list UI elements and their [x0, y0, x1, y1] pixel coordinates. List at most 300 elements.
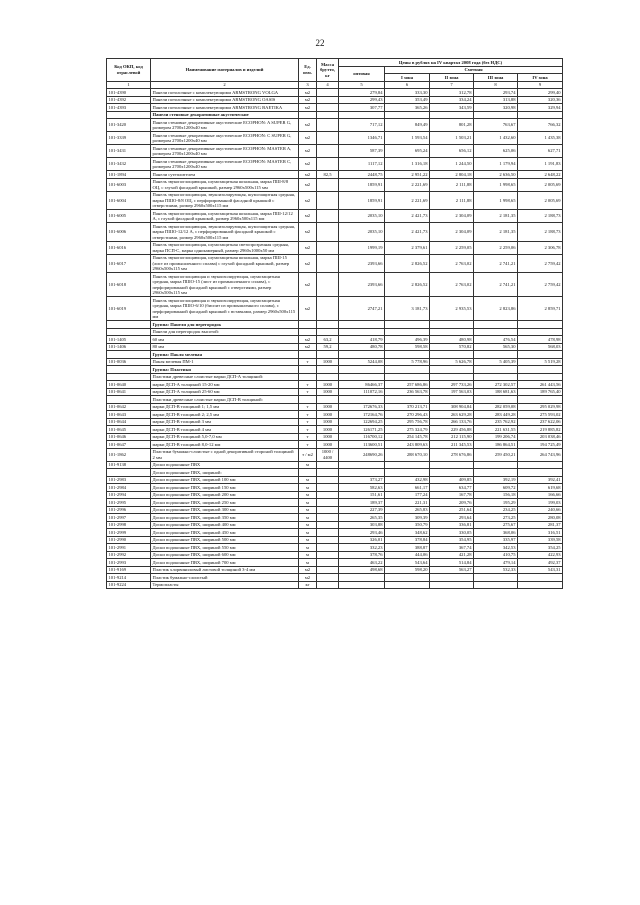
cell-unit	[299, 111, 317, 119]
cell-unit: т	[299, 388, 317, 396]
cell-name: Панели для перегородок высотой:	[151, 328, 299, 336]
cell-zone-4: 280,08	[518, 514, 563, 522]
column-number: 9	[518, 81, 563, 89]
cell-zone-4: 264 743,96	[518, 448, 563, 461]
cell-zone-3	[474, 111, 518, 119]
cell-wholesale: 2448,75	[339, 171, 385, 179]
table-row	[107, 381, 563, 389]
cell-mass: 1000	[317, 426, 339, 434]
cell-unit: т / м2	[299, 448, 317, 461]
cell-zone-1	[385, 469, 430, 477]
cell-unit	[299, 469, 317, 477]
cell-zone-2: 2 763,02	[430, 254, 474, 273]
cell-mass: 82,5	[317, 171, 339, 179]
cell-mass	[317, 491, 339, 499]
cell-zone-1: 270 296,43	[385, 411, 430, 419]
cell-zone-4: 275 593,02	[518, 411, 563, 419]
cell-name: Панель звукопоглощающая, шумозащитная шпальная, марка ПШ-12/12 А, с глухой фасадной крышкой, размер 2960х500х115 мм	[151, 210, 299, 223]
cell-unit: м	[299, 521, 317, 529]
cell-unit: м	[299, 476, 317, 484]
cell-name: Пластик хлорвиниловый листовой толщиной 3-4 мм	[151, 566, 299, 574]
cell-zone-4: 766,32	[518, 119, 563, 132]
cell-mass	[317, 544, 339, 552]
cell-zone-4: 295 029,98	[518, 403, 563, 411]
cell-mass	[317, 254, 339, 273]
cell-mass	[317, 321, 339, 329]
cell-mass	[317, 476, 339, 484]
cell-unit	[299, 351, 317, 359]
cell-zone-1: 2 379,61	[385, 241, 430, 254]
cell-code: 101-2999	[107, 529, 151, 537]
cell-mass	[317, 89, 339, 97]
cell-zone-1: 432,98	[385, 476, 430, 484]
cell-name: Доски подоконные ПВХ, шириной 400 мм	[151, 521, 299, 529]
cell-zone-4: 543,31	[518, 566, 563, 574]
cell-code: 101-0647	[107, 441, 151, 449]
cell-unit: м2	[299, 574, 317, 582]
cell-zone-2: 211 345,53	[430, 441, 474, 449]
table-row	[107, 358, 563, 366]
cell-zone-2: 343,59	[430, 104, 474, 112]
cell-zone-4	[518, 469, 563, 477]
cell-code: 101-2984	[107, 484, 151, 492]
cell-zone-4: 339,58	[518, 536, 563, 544]
cell-code: 101-6005	[107, 210, 151, 223]
cell-zone-1	[385, 351, 430, 359]
cell-unit: м2	[299, 104, 317, 112]
cell-zone-4: 2 005,69	[518, 178, 563, 191]
cell-mass	[317, 506, 339, 514]
table-row	[107, 441, 563, 449]
cell-zone-1: 365,26	[385, 104, 430, 112]
cell-code: 101-0642	[107, 403, 151, 411]
cell-code: 101-3432	[107, 158, 151, 171]
cell-zone-2	[430, 396, 474, 404]
cell-wholesale: 189,37	[339, 499, 385, 507]
cell-mass	[317, 178, 339, 191]
cell-name: Доски подоконные ПВХ, шириной 450 мм	[151, 529, 299, 537]
cell-mass	[317, 366, 339, 374]
cell-zone-1: 2 826,52	[385, 254, 430, 273]
cell-name: Доски подоконные ПВХ, шириной 350 мм	[151, 514, 299, 522]
cell-zone-1: 849,49	[385, 119, 430, 132]
cell-name: марки ДСП-А толщиной 15-20 мм	[151, 381, 299, 389]
cell-name: Пластики бумажно-слоистые с одной декоративной стороной толщиной 2 мм	[151, 448, 299, 461]
cell-zone-2	[430, 581, 474, 589]
cell-unit: м	[299, 499, 317, 507]
table-row	[107, 536, 563, 544]
cell-code: 101-2995	[107, 499, 151, 507]
cell-code: 101-2993	[107, 559, 151, 567]
cell-zone-1: 221,31	[385, 499, 430, 507]
cell-zone-4: 2 859,71	[518, 297, 563, 321]
cell-zone-3: 342,53	[474, 544, 518, 552]
cell-name: 60 мм	[151, 336, 299, 344]
cell-zone-1: 254 145,78	[385, 433, 430, 441]
cell-name: Пластики древесные слоистые марки ДСП-В толщиной:	[151, 396, 299, 404]
cell-zone-1: 1 593,54	[385, 132, 430, 145]
table-row	[107, 96, 563, 104]
cell-zone-4: 299,40	[518, 89, 563, 97]
cell-zone-2: 266 133,76	[430, 418, 474, 426]
table-row	[107, 241, 563, 254]
cell-unit: т	[299, 441, 317, 449]
cell-wholesale	[339, 373, 385, 381]
cell-unit: м2	[299, 158, 317, 171]
table-row	[107, 411, 563, 419]
cell-zone-4: 2 188,73	[518, 210, 563, 223]
cell-name: Панель звукопоглощающая и звукоизолирующая, шумозащитная средняя, марка ПШО-15 (лист из промышленного сплава), с перфорированной фасадной крышкой с отверстиями, размер 2960х500х115 мм	[151, 273, 299, 297]
cell-wholesale	[339, 111, 385, 119]
cell-zone-2: 5 626,78	[430, 358, 474, 366]
table-row	[107, 448, 563, 461]
cell-mass: 1000 / 4400	[317, 448, 339, 461]
cell-code	[107, 328, 151, 336]
cell-mass: 1000	[317, 358, 339, 366]
cell-mass: 1000	[317, 411, 339, 419]
cell-zone-4: 194 725,49	[518, 441, 563, 449]
cell-zone-3: 335,97	[474, 536, 518, 544]
cell-zone-3: 320,98	[474, 104, 518, 112]
cell-name: Панель звукопоглощающая и звукоизолирующая, шумозащитная средняя, марка ПШО-6/10 (биспит из промышленного сплава), с перфорированной фасадной крышкой с вставками, размер 2960х500х115 мм	[151, 297, 299, 321]
cell-mass	[317, 111, 339, 119]
cell-zone-3: 186 864,51	[474, 441, 518, 449]
cell-unit: м	[299, 484, 317, 492]
table-row	[107, 581, 563, 589]
cell-zone-3: 5 405,39	[474, 358, 518, 366]
cell-zone-1	[385, 373, 430, 381]
cell-zone-4: 219 885,82	[518, 426, 563, 434]
cell-wholesale: 587,39	[339, 145, 385, 158]
cell-zone-2	[430, 366, 474, 374]
cell-zone-1: 265,83	[385, 506, 430, 514]
column-number: 6	[385, 81, 430, 89]
cell-zone-1: 2 951,22	[385, 171, 430, 179]
table-row	[107, 506, 563, 514]
cell-zone-4: 203 038,46	[518, 433, 563, 441]
cell-zone-3: 2 636,50	[474, 171, 518, 179]
cell-name: Доски подоконные ПВХ, шириной:	[151, 469, 299, 477]
table-row	[107, 491, 563, 499]
cell-zone-2: 278 676,86	[430, 448, 474, 461]
column-number-row	[107, 81, 563, 89]
cell-zone-2: 1 244,50	[430, 158, 474, 171]
cell-name: Доски подоконные ПВХ, шириной 150 мм	[151, 484, 299, 492]
cell-unit: м2	[299, 297, 317, 321]
cell-zone-4: 492,37	[518, 559, 563, 567]
cell-zone-1	[385, 396, 430, 404]
cell-zone-4: 316,51	[518, 529, 563, 537]
cell-unit: т	[299, 411, 317, 419]
cell-zone-4: 237 622,06	[518, 418, 563, 426]
column-number: 1	[107, 81, 151, 89]
cell-wholesale	[339, 581, 385, 589]
cell-unit	[299, 366, 317, 374]
cell-zone-1: 3 181,73	[385, 297, 430, 321]
cell-unit: т	[299, 418, 317, 426]
cell-mass	[317, 191, 339, 210]
cell-zone-4	[518, 351, 563, 359]
cell-zone-3: 2 823,86	[474, 297, 518, 321]
cell-code: 101-4392	[107, 96, 151, 104]
cell-name: марки ДСП-В толщиной 8,0-12 мм	[151, 441, 299, 449]
cell-code: 101-9214	[107, 574, 151, 582]
cell-unit: м	[299, 514, 317, 522]
cell-zone-2: 656,12	[430, 145, 474, 158]
cell-wholesale: 248690,26	[339, 448, 385, 461]
table-row	[107, 223, 563, 242]
cell-zone-3: 2 741,21	[474, 254, 518, 273]
cell-code: 101-9224	[107, 581, 151, 589]
cell-unit: м2	[299, 566, 317, 574]
cell-mass	[317, 96, 339, 104]
cell-wholesale	[339, 366, 385, 374]
cell-zone-4: 478,98	[518, 336, 563, 344]
cell-mass	[317, 328, 339, 336]
cell-zone-1: 598,58	[385, 343, 430, 351]
cell-mass	[317, 373, 339, 381]
cell-zone-2	[430, 328, 474, 336]
cell-zone-3	[474, 461, 518, 469]
cell-code	[107, 111, 151, 119]
cell-code: 101-4390	[107, 89, 151, 97]
cell-zone-2: 2 304,09	[430, 223, 474, 242]
cell-zone-1: 543,64	[385, 559, 430, 567]
cell-zone-2: 367,74	[430, 544, 474, 552]
cell-zone-1: 2 421,73	[385, 223, 430, 242]
cell-zone-1	[385, 574, 430, 582]
cell-zone-4	[518, 111, 563, 119]
cell-mass	[317, 551, 339, 559]
cell-wholesale: 463,22	[339, 559, 385, 567]
cell-mass	[317, 536, 339, 544]
table-row	[107, 89, 563, 97]
cell-wholesale: 307,77	[339, 104, 385, 112]
cell-mass	[317, 145, 339, 158]
cell-mass	[317, 499, 339, 507]
cell-unit: м2	[299, 89, 317, 97]
cell-name: марки ДСП-В толщиной 5,0-7,0 мм	[151, 433, 299, 441]
table-row	[107, 210, 563, 223]
table-row	[107, 418, 563, 426]
cell-zone-1: 370 213,71	[385, 403, 430, 411]
cell-zone-2	[430, 321, 474, 329]
header-name: Наименование материалов и изделий	[151, 59, 299, 82]
cell-name: Доски подоконные ПВХ, шириной 300 мм	[151, 506, 299, 514]
cell-zone-3: 368,06	[474, 529, 518, 537]
cell-zone-4: 5 519,28	[518, 358, 563, 366]
cell-code	[107, 469, 151, 477]
header-wholesale: оптовая	[339, 66, 385, 81]
cell-code: 101-6004	[107, 191, 151, 210]
cell-zone-4	[518, 461, 563, 469]
cell-mass: 1000	[317, 418, 339, 426]
table-row	[107, 499, 563, 507]
price-table	[106, 58, 563, 589]
cell-zone-2: 308 904,84	[430, 403, 474, 411]
cell-code: 101-6016	[107, 241, 151, 254]
cell-unit	[299, 321, 317, 329]
cell-name: Панели стеновые декоративные акустические ECOPHON: A SUPER G, размером 2700х1200х40 мм	[151, 119, 299, 132]
cell-zone-3	[474, 366, 518, 374]
cell-zone-3	[474, 373, 518, 381]
table-row	[107, 559, 563, 567]
cell-unit: т	[299, 426, 317, 434]
table-row	[107, 433, 563, 441]
cell-zone-3: 1 998,65	[474, 191, 518, 210]
table-row	[107, 178, 563, 191]
column-number: 2	[151, 81, 299, 89]
table-row	[107, 514, 563, 522]
cell-name: Панели стеновые декоративные акустические ECOPHON: MASTER C, размером 2700х1200х40 мм	[151, 158, 299, 171]
cell-zone-4	[518, 321, 563, 329]
table-row	[107, 521, 563, 529]
cell-wholesale: 498,68	[339, 566, 385, 574]
cell-code	[107, 396, 151, 404]
table-row	[107, 328, 563, 336]
cell-name: Панели стеновые декоративные акустические ECOPHON: MASTER A, размером 2700х1200х40 мм	[151, 145, 299, 158]
cell-zone-1: 257 686,86	[385, 381, 430, 389]
cell-zone-3: 1 998,65	[474, 178, 518, 191]
cell-code: 101-2983	[107, 476, 151, 484]
header-zone-3: III зона	[474, 74, 518, 82]
cell-name: Доски подоконные ПВХ, шириной 700 мм	[151, 559, 299, 567]
column-number: 7	[430, 81, 474, 89]
cell-mass	[317, 351, 339, 359]
cell-zone-1: 598,20	[385, 566, 430, 574]
cell-unit: м	[299, 491, 317, 499]
cell-zone-4	[518, 396, 563, 404]
cell-zone-2: 2 935,53	[430, 297, 474, 321]
cell-zone-3: 234,25	[474, 506, 518, 514]
cell-name: марки ДСП-А толщиной 25-60 мм	[151, 388, 299, 396]
cell-mass	[317, 158, 339, 171]
cell-zone-2: 421,28	[430, 551, 474, 559]
cell-zone-1	[385, 461, 430, 469]
cell-name: Панели потолочные с комплектующими ARMSTRONG VOLGA	[151, 89, 299, 97]
cell-wholesale	[339, 328, 385, 336]
cell-name: Группа: Пакля мелевая	[151, 351, 299, 359]
cell-code: 101-2994	[107, 491, 151, 499]
table-row	[107, 469, 563, 477]
header-zone-4: IV зона	[518, 74, 563, 82]
cell-code	[107, 321, 151, 329]
cell-name: Пластики древесные слоистые марки ДСП-А толщиной:	[151, 373, 299, 381]
cell-code: 101-1894	[107, 171, 151, 179]
cell-zone-4	[518, 373, 563, 381]
cell-wholesale: 2035,10	[339, 223, 385, 242]
cell-unit: м	[299, 536, 317, 544]
cell-mass	[317, 273, 339, 297]
cell-zone-3: 313,88	[474, 96, 518, 104]
column-number: 8	[474, 81, 518, 89]
cell-zone-1: 388,87	[385, 544, 430, 552]
column-number: 5	[339, 81, 385, 89]
cell-code: 101-0646	[107, 433, 151, 441]
cell-zone-2: 2 804,18	[430, 171, 474, 179]
cell-zone-3: 188 681,63	[474, 388, 518, 396]
cell-zone-4: 2 759,42	[518, 254, 563, 273]
table-row	[107, 351, 563, 359]
cell-unit: м2	[299, 241, 317, 254]
cell-zone-3: 532,33	[474, 566, 518, 574]
cell-zone-4: 2 648,22	[518, 171, 563, 179]
cell-code: 101-9169	[107, 566, 151, 574]
cell-zone-3: 273,25	[474, 514, 518, 522]
cell-zone-4	[518, 581, 563, 589]
cell-zone-2: 263 629,28	[430, 411, 474, 419]
cell-zone-1: 275 324,79	[385, 426, 430, 434]
cell-zone-2: 570,82	[430, 343, 474, 351]
cell-zone-3: 1 179,94	[474, 158, 518, 171]
cell-zone-3	[474, 469, 518, 477]
cell-zone-2	[430, 469, 474, 477]
cell-unit: м2	[299, 132, 317, 145]
table-row	[107, 403, 563, 411]
cell-code: 101-1405	[107, 336, 151, 344]
cell-zone-1: 348,62	[385, 529, 430, 537]
cell-unit: м2	[299, 336, 317, 344]
cell-zone-1: 2 826,52	[385, 273, 430, 297]
cell-zone-3: 259 450,21	[474, 448, 518, 461]
table-row	[107, 544, 563, 552]
cell-name: марки ДСП-В толщиной 1; 1,5 мм	[151, 403, 299, 411]
cell-name: Пластик бумажно-слоистый	[151, 574, 299, 582]
table-row	[107, 566, 563, 574]
cell-zone-1: 236 563,78	[385, 388, 430, 396]
table-row	[107, 111, 563, 119]
cell-code: 101-6003	[107, 178, 151, 191]
cell-unit: м2	[299, 119, 317, 132]
cell-unit: м2	[299, 178, 317, 191]
cell-unit: м	[299, 461, 317, 469]
cell-zone-2: 251,64	[430, 506, 474, 514]
cell-name: Панели потолочные с комплектующими ARMSTRONG OASIS	[151, 96, 299, 104]
cell-wholesale: 122694,25	[339, 418, 385, 426]
cell-name: Доски подоконные ПВХ	[151, 461, 299, 469]
cell-zone-4: 619,68	[518, 484, 563, 492]
cell-zone-4	[518, 328, 563, 336]
cell-code: 101-0641	[107, 388, 151, 396]
cell-zone-2: 354,95	[430, 536, 474, 544]
cell-wholesale	[339, 351, 385, 359]
cell-unit: м	[299, 506, 317, 514]
cell-zone-2: 634,77	[430, 484, 474, 492]
table-row	[107, 254, 563, 273]
cell-wholesale: 1999,19	[339, 241, 385, 254]
cell-mass: 1000	[317, 433, 339, 441]
cell-zone-2: 2 304,09	[430, 210, 474, 223]
cell-wholesale: 293,46	[339, 529, 385, 537]
cell-wholesale: 326,01	[339, 536, 385, 544]
cell-wholesale: 332,23	[339, 544, 385, 552]
cell-zone-3: 392,19	[474, 476, 518, 484]
cell-wholesale: 378,76	[339, 551, 385, 559]
cell-zone-4: 2 188,73	[518, 223, 563, 242]
cell-wholesale: 2393,66	[339, 254, 385, 273]
cell-zone-1: 333,30	[385, 89, 430, 97]
cell-zone-3: 293,74	[474, 89, 518, 97]
table-row	[107, 297, 563, 321]
table-row	[107, 119, 563, 132]
cell-name: Группа: Панели для перегородок	[151, 321, 299, 329]
table-row	[107, 484, 563, 492]
cell-code: 101-2997	[107, 514, 151, 522]
cell-mass	[317, 574, 339, 582]
cell-zone-3: 195,29	[474, 499, 518, 507]
cell-zone-3: 625,06	[474, 145, 518, 158]
cell-zone-2: 2 111,88	[430, 178, 474, 191]
